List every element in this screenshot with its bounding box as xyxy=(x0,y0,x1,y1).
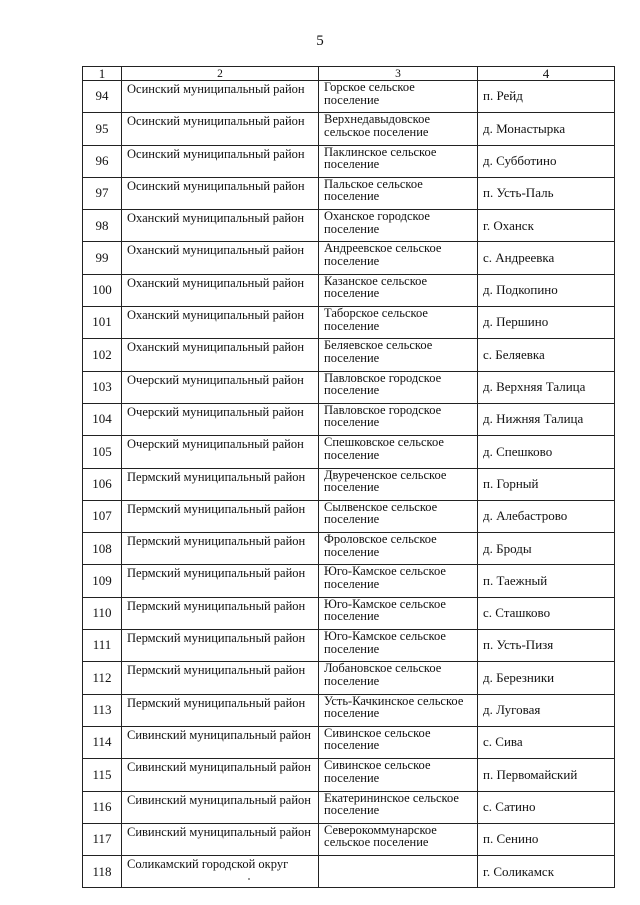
row-number: 94 xyxy=(83,81,122,113)
district-cell: Пермский муниципальный район xyxy=(122,630,319,662)
row-number: 116 xyxy=(83,791,122,823)
settlement-cell: Екатерининское сельское поселение xyxy=(319,791,478,823)
row-number: 100 xyxy=(83,274,122,306)
row-number: 103 xyxy=(83,371,122,403)
page-number: 5 xyxy=(316,33,324,49)
table-row xyxy=(83,403,615,435)
settlement-cell: Сылвенское сельское поселение xyxy=(319,500,478,532)
row-number: 106 xyxy=(83,468,122,500)
row-number: 115 xyxy=(83,759,122,791)
table-row xyxy=(83,565,615,597)
row-number: 112 xyxy=(83,662,122,694)
table-row xyxy=(83,307,615,339)
locality-cell: с. Андреевка xyxy=(478,242,615,274)
table-row xyxy=(83,468,615,500)
district-cell: Сивинский муниципальный район xyxy=(122,726,319,758)
settlement-cell: Казанское сельское поселение xyxy=(319,274,478,306)
table-row xyxy=(83,694,615,726)
district-cell: Очерский муниципальный район xyxy=(122,436,319,468)
table-row xyxy=(83,242,615,274)
settlement-cell: Сивинское сельское поселение xyxy=(319,726,478,758)
settlement-cell: Фроловское сельское поселение xyxy=(319,533,478,565)
header-col-2: 2 xyxy=(122,67,319,81)
locality-cell: п. Первомайский xyxy=(478,759,615,791)
settlement-cell: Сивинское сельское поселение xyxy=(319,759,478,791)
table-row xyxy=(83,339,615,371)
table-row xyxy=(83,145,615,177)
settlement-cell: Верхнедавыдовское сельское поселение xyxy=(319,113,478,145)
district-cell: Осинский муниципальный район xyxy=(122,81,319,113)
settlement-cell: Пальское сельское поселение xyxy=(319,177,478,209)
row-number: 107 xyxy=(83,500,122,532)
settlement-cell: Павловское городское поселение xyxy=(319,371,478,403)
row-number: 110 xyxy=(83,597,122,629)
locality-cell: с. Сташково xyxy=(478,597,615,629)
district-cell: Осинский муниципальный район xyxy=(122,145,319,177)
table-row xyxy=(83,177,615,209)
locality-cell: с. Беляевка xyxy=(478,339,615,371)
locality-cell: г. Соликамск xyxy=(478,856,615,888)
district-cell: Пермский муниципальный район xyxy=(122,533,319,565)
locality-cell: г. Оханск xyxy=(478,210,615,242)
settlement-cell xyxy=(319,856,478,888)
locality-cell: п. Сенино xyxy=(478,823,615,855)
district-cell: Пермский муниципальный район xyxy=(122,565,319,597)
table-row xyxy=(83,662,615,694)
district-cell: Пермский муниципальный район xyxy=(122,500,319,532)
table-row xyxy=(83,274,615,306)
table-row xyxy=(83,81,615,113)
locality-cell: д. Верхняя Талица xyxy=(478,371,615,403)
table-row xyxy=(83,597,615,629)
locality-cell: с. Сатино xyxy=(478,791,615,823)
row-number: 98 xyxy=(83,210,122,242)
district-cell: Пермский муниципальный район xyxy=(122,468,319,500)
locality-cell: п. Рейд xyxy=(478,81,615,113)
settlement-cell: Юго-Камское сельское поселение xyxy=(319,565,478,597)
district-cell: Пермский муниципальный район xyxy=(122,694,319,726)
settlements-table xyxy=(82,66,615,888)
locality-cell: д. Спешково xyxy=(478,436,615,468)
row-number: 96 xyxy=(83,145,122,177)
settlement-cell: Павловское городское поселение xyxy=(319,403,478,435)
settlement-cell: Андреевское сельское поселение xyxy=(319,242,478,274)
district-cell: Оханский муниципальный район xyxy=(122,274,319,306)
header-col-3: 3 xyxy=(319,67,478,81)
row-number: 111 xyxy=(83,630,122,662)
header-col-1: 1 xyxy=(83,67,122,81)
district-cell: Осинский муниципальный район xyxy=(122,177,319,209)
table-row xyxy=(83,436,615,468)
table-row xyxy=(83,759,615,791)
row-number: 104 xyxy=(83,403,122,435)
settlement-cell: Таборское сельское поселение xyxy=(319,307,478,339)
settlement-cell: Юго-Камское сельское поселение xyxy=(319,597,478,629)
locality-cell: п. Горный xyxy=(478,468,615,500)
district-cell: Очерский муниципальный район xyxy=(122,371,319,403)
settlement-cell: Лобановское сельское поселение xyxy=(319,662,478,694)
row-number: 102 xyxy=(83,339,122,371)
settlement-cell: Горское сельское поселение xyxy=(319,81,478,113)
locality-cell: с. Сива xyxy=(478,726,615,758)
table-row xyxy=(83,726,615,758)
table-row xyxy=(83,856,615,888)
table-row xyxy=(83,371,615,403)
table-row xyxy=(83,500,615,532)
table-row xyxy=(83,113,615,145)
row-number: 108 xyxy=(83,533,122,565)
row-number: 97 xyxy=(83,177,122,209)
row-number: 114 xyxy=(83,726,122,758)
settlement-cell: Северокоммунарское сельское поселение xyxy=(319,823,478,855)
row-number: 118 xyxy=(83,856,122,888)
district-cell: Сивинский муниципальный район xyxy=(122,791,319,823)
district-cell: Сивинский муниципальный район xyxy=(122,759,319,791)
row-number: 109 xyxy=(83,565,122,597)
table-row xyxy=(83,823,615,855)
table-row xyxy=(83,533,615,565)
row-number: 95 xyxy=(83,113,122,145)
district-cell: Пермский муниципальный район xyxy=(122,662,319,694)
settlement-cell: Беляевское сельское поселение xyxy=(319,339,478,371)
row-number: 113 xyxy=(83,694,122,726)
row-number: 105 xyxy=(83,436,122,468)
district-cell: Оханский муниципальный район xyxy=(122,242,319,274)
district-cell: Соликамский городской округ xyxy=(122,856,319,888)
district-cell: Очерский муниципальный район xyxy=(122,403,319,435)
table-header-row xyxy=(83,67,615,81)
district-cell: Осинский муниципальный район xyxy=(122,113,319,145)
district-cell: Оханский муниципальный район xyxy=(122,307,319,339)
row-number: 99 xyxy=(83,242,122,274)
locality-cell: д. Нижняя Талица xyxy=(478,403,615,435)
scan-speck xyxy=(248,878,250,880)
locality-cell: п. Усть-Паль xyxy=(478,177,615,209)
table-body xyxy=(83,81,615,888)
settlement-cell: Юго-Камское сельское поселение xyxy=(319,630,478,662)
settlement-cell: Спешковское сельское поселение xyxy=(319,436,478,468)
district-cell: Пермский муниципальный район xyxy=(122,597,319,629)
row-number: 101 xyxy=(83,307,122,339)
locality-cell: д. Монастырка xyxy=(478,113,615,145)
locality-cell: д. Березники xyxy=(478,662,615,694)
district-cell: Сивинский муниципальный район xyxy=(122,823,319,855)
locality-cell: п. Таежный xyxy=(478,565,615,597)
locality-cell: д. Подкопино xyxy=(478,274,615,306)
district-cell: Оханский муниципальный район xyxy=(122,339,319,371)
settlement-cell: Усть-Качкинское сельское поселение xyxy=(319,694,478,726)
settlement-cell: Двуреченское сельское поселение xyxy=(319,468,478,500)
locality-cell: д. Алебастрово xyxy=(478,500,615,532)
locality-cell: п. Усть-Пизя xyxy=(478,630,615,662)
table-row xyxy=(83,210,615,242)
settlement-cell: Оханское городское поселение xyxy=(319,210,478,242)
district-cell: Оханский муниципальный район xyxy=(122,210,319,242)
locality-cell: д. Першино xyxy=(478,307,615,339)
locality-cell: д. Луговая xyxy=(478,694,615,726)
row-number: 117 xyxy=(83,823,122,855)
table-row xyxy=(83,791,615,823)
locality-cell: д. Броды xyxy=(478,533,615,565)
table-row xyxy=(83,630,615,662)
locality-cell: д. Субботино xyxy=(478,145,615,177)
header-col-4: 4 xyxy=(478,67,615,81)
settlement-cell: Паклинское сельское поселение xyxy=(319,145,478,177)
